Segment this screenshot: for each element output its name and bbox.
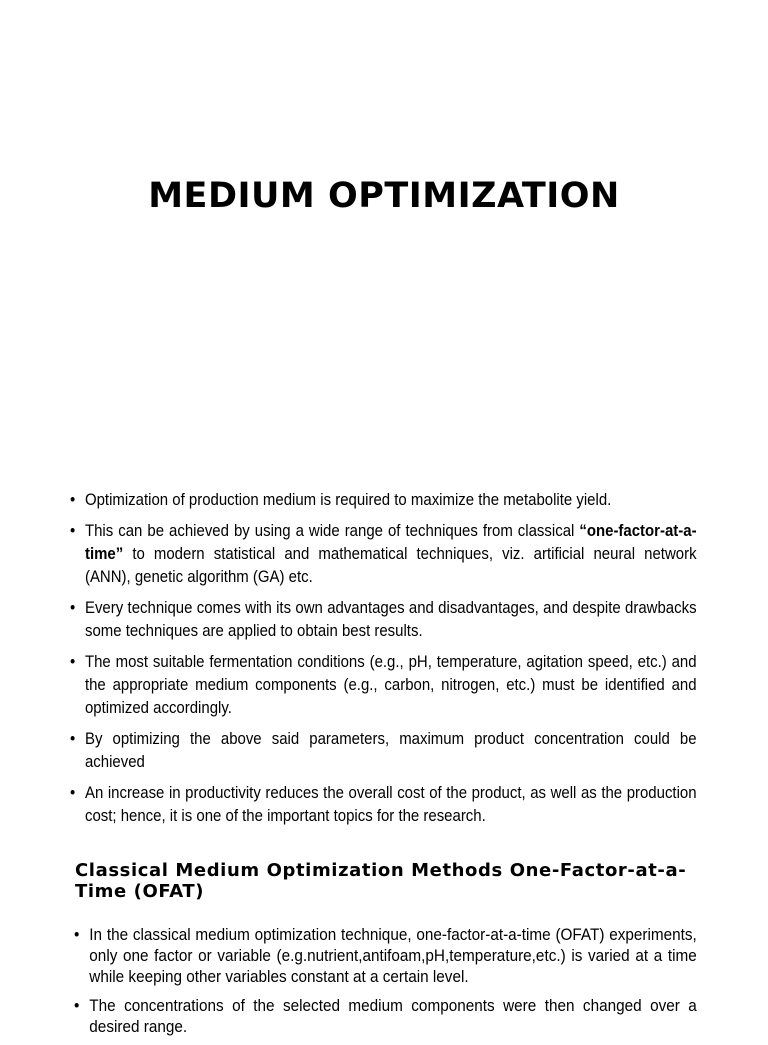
list-item [70, 781, 697, 827]
bullet-text-continued: to modern statistical and mathematical techniques, viz. artificial neural network (ANN), genetic algorithm (GA) etc. [84, 544, 697, 586]
bullet-text: An increase in productivity reduces the overall cost of the product, as well as the production cost; hence, it is one of the important topics for the research. [84, 783, 697, 825]
bullet-text: Optimization of production medium is required to maximize the metabolite yield. [84, 490, 612, 509]
bullet-text: The concentrations of the selected medium components were then changed over a desired range. [89, 996, 697, 1036]
bullet-icon: • [70, 729, 76, 748]
list-item [70, 596, 697, 642]
section-heading: Classical Medium Optimization Methods One-Factor-at-a-Time (OFAT) [75, 860, 687, 902]
page-title: MEDIUM OPTIMIZATION [148, 176, 620, 216]
list-item [74, 924, 697, 987]
bullet-icon: • [74, 925, 80, 944]
bullet-text: By optimizing the above said parameters, maximum product concentration could be achieved [84, 729, 697, 771]
bullet-icon: • [74, 996, 80, 1015]
bullet-bold-text: “one-factor-at-a-time” [84, 521, 697, 563]
list-item [70, 650, 697, 719]
bullet-icon: • [70, 783, 76, 802]
bullet-text: This can be achieved by using a wide range of techniques from classical [84, 521, 580, 540]
list-item [70, 488, 697, 511]
bullet-text: In the classical medium optimization technique, one-factor-at-a-time (OFAT) experiments, only one factor or variable (e.g.nutrient,antifoam,pH,temperature,etc.) is varied at a time while keeping other variables constant at a certain level. [89, 925, 697, 986]
bullet-icon: • [70, 598, 76, 617]
list-item [74, 995, 697, 1037]
bullet-text: Every technique comes with its own advantages and disadvantages, and despite drawbacks some techniques are applied to obtain best results. [84, 598, 697, 640]
list-item [70, 519, 697, 588]
bullet-icon: • [70, 490, 76, 509]
intro-bullet-list [70, 488, 697, 835]
list-item [70, 727, 697, 773]
bullet-icon: • [70, 521, 76, 540]
bullet-icon: • [70, 652, 76, 671]
bullet-text: The most suitable fermentation conditions (e.g., pH, temperature, agitation speed, etc.) and the appropriate medium components (e.g., carbon, nitrogen, etc.) must be identified and optimized accordingly. [84, 652, 697, 717]
ofat-bullet-list [74, 924, 697, 1045]
